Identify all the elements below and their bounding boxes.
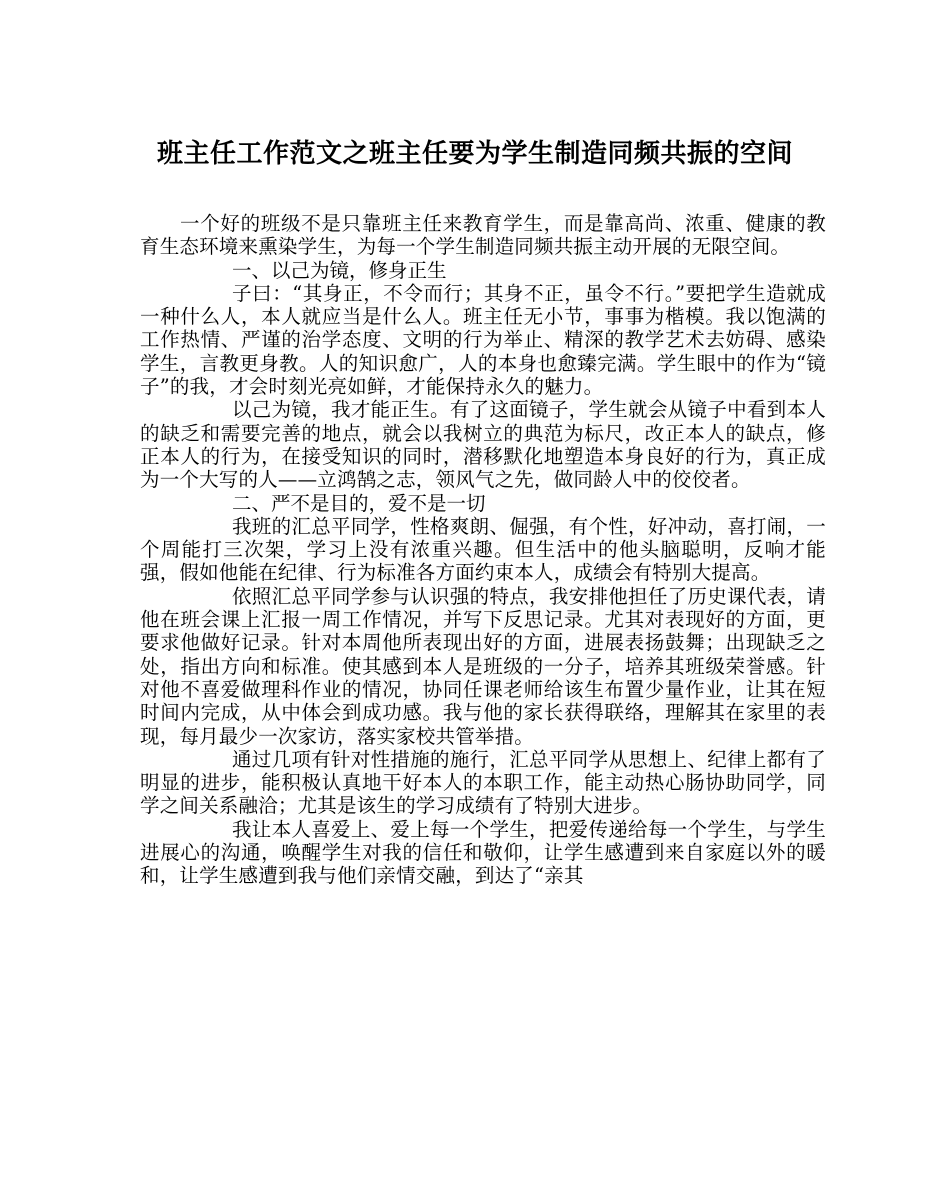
section-heading-2: 二、严不是目的，爱不是一切 — [232, 491, 486, 515]
section1-paragraph-2: 以己为镜，我才能正生。有了这面镜子，学生就会从镜子中看到本人的缺乏和需要完善的地点，就会以我树立的典范为标尺，改正本人的缺点，修正本人的行为，在接受知识的同时，潜移默化地塑造本身良好的行为，真正成为一个大写的人——立鸿鹄之志，领风气之先，做同龄人中的佼佼者。 — [140, 398, 826, 492]
section2-paragraph-1: 我班的汇总平同学，性格爽朗、倔强，有个性，好冲动，喜打闹，一个周能打三次架，学习上没有浓重兴趣。但生活中的他头脑聪明，反响才能强，假如他能在纪律、行为标准各方面约束本人，成绩会有特别大提高。 — [140, 514, 826, 585]
section2-paragraph-3: 通过几项有针对性措施的施行，汇总平同学从思想上、纪律上都有了明显的进步，能积极认真地干好本人的本职工作，能主动热心肠协助同学，同学之间关系融洽；尤其是该生的学习成绩有了特别大进步。 — [140, 747, 826, 818]
intro-paragraph: 一个好的班级不是只靠班主任来教育学生，而是靠高尚、浓重、健康的教育生态环境来熏染学生，为每一个学生制造同频共振主动开展的无限空间。 — [140, 212, 826, 259]
document-title: 班主任工作范文之班主任要为学生制造同频共振的空间 — [156, 139, 793, 169]
document-body — [140, 212, 826, 888]
section-heading-1: 一、以己为镜，修身正生 — [232, 258, 447, 282]
section2-paragraph-4: 我让本人喜爱上、爱上每一个学生，把爱传递给每一个学生，与学生进展心的沟通，唤醒学生对我的信任和敬仰，让学生感遭到来自家庭以外的暖和，让学生感遭到我与他们亲情交融，到达了“亲其 — [140, 817, 826, 888]
section2-paragraph-2: 依照汇总平同学参与认识强的特点，我安排他担任了历史课代表，请他在班会课上汇报一周工作情况，并写下反思记录。尤其对表现好的方面，更要求他做好记录。针对本周他所表现出好的方面，进展表扬鼓舞；出现缺乏之处，指出方向和标准。使其感到本人是班级的一分子，培养其班级荣誉感。针对他不喜爱做理科作业的情况，协同任课老师给该生布置少量作业，让其在短时间内完成，从中体会到成功感。我与他的家长获得联络，理解其在家里的表现，每月最少一次家访，落实家校共管举措。 — [140, 584, 826, 748]
section1-paragraph-1: 子曰：“其身正，不令而行；其身不正，虽令不行。”要把学生造就成一种什么人，本人就应当是什么人。班主任无小节，事事为楷模。我以饱满的工作热情、严谨的治学态度、文明的行为举止、精深的教学艺术去妨碍、感染学生，言教更身教。人的知识愈广，人的本身也愈臻完满。学生眼中的作为“镜子”的我，才会时刻光亮如鲜，才能保持永久的魅力。 — [140, 281, 826, 399]
